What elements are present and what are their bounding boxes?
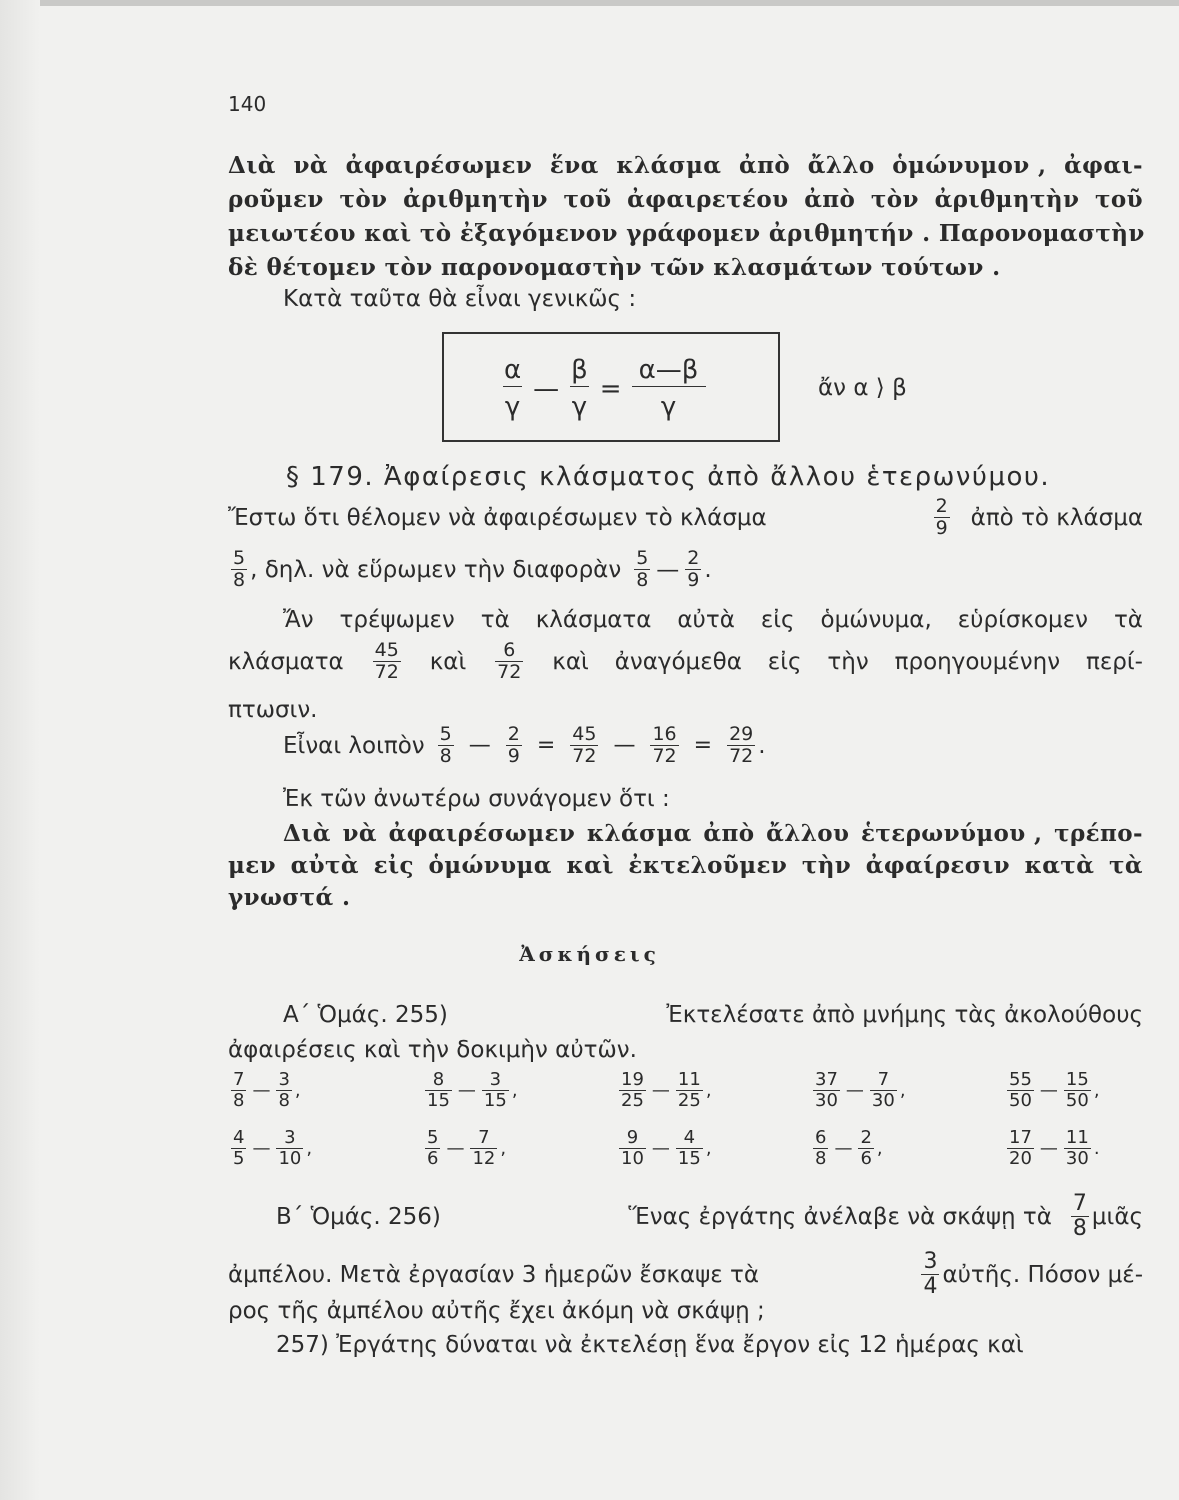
word: Διὰ [283, 820, 331, 847]
word: τοῦ [1095, 186, 1143, 213]
rule-a-line-4: δὲ θέτομεν τὸν παρονομαστὴν τῶν κλασμάτων τούτων . [228, 254, 1001, 281]
exercise: $\frac{5}{6}$ — $\frac{7}{12}$ , [427, 1127, 507, 1169]
word: ἀφαιρετέου [627, 186, 789, 213]
text: Ἕνας ἐργάτης ἀνέλαβε νὰ σκάψῃ τὰ [628, 1203, 1052, 1230]
word: ἀναγόμεθα [614, 648, 742, 675]
exercise: $\frac{17}{20}$ — $\frac{11}{30}$ . [1009, 1127, 1100, 1169]
section-title: § 179. Ἀφαίρεσις κλάσματος ἀπὸ ἄλλου ἑτερωνύμου. [286, 462, 1051, 492]
fraction: $\frac{2}{9}$ [687, 547, 700, 591]
page-number: 140 [228, 92, 267, 116]
rule-b-line-3: γνωστά . [228, 884, 351, 911]
word: ἄλλο [807, 152, 875, 179]
fraction: $\frac{45}{72}$ [572, 723, 597, 767]
text: ἀπὸ τὸ κλάσμα [970, 504, 1143, 531]
fraction: $\frac{29}{72}$ [729, 723, 754, 767]
word: τὰ [1108, 852, 1143, 879]
word: ἀπὸ [739, 152, 791, 179]
text: , δηλ. νὰ εὕρωμεν τὴν διαφορὰν [250, 556, 622, 583]
word: εἰς [760, 607, 795, 633]
word: ὁμώνυμα [428, 852, 552, 879]
word: ἀφαιρέσωμεν [345, 152, 533, 179]
word: τὸν [339, 186, 388, 213]
word: καὶ [552, 648, 589, 675]
exercise: $\frac{4}{5}$ — $\frac{3}{10}$ , [233, 1127, 313, 1169]
word: ὁμώνυμα, [820, 607, 932, 633]
word: αὐτὰ [290, 852, 360, 879]
word: Διὰ [228, 152, 276, 179]
exercise-row-2 [228, 1128, 1138, 1169]
text: Εἶναι λοιπὸν [283, 732, 425, 759]
word: κλάσμα [616, 152, 722, 179]
word: τὴν [827, 648, 869, 675]
exercise: $\frac{7}{8}$ — $\frac{3}{8}$ , [233, 1069, 301, 1111]
rule-a-line-2 [228, 186, 1143, 213]
word: καὶ [566, 852, 614, 879]
formula-fraction-2: $\frac{\beta}{\gamma}$ [571, 355, 588, 422]
exercise: $\frac{37}{30}$ — $\frac{7}{30}$ , [815, 1069, 906, 1111]
exercise: $\frac{55}{50}$ — $\frac{15}{50}$ , [1009, 1069, 1100, 1111]
group-b-label: Β΄ Ὁμάς. 256) [276, 1203, 441, 1230]
text: . [704, 556, 712, 583]
word: ἕνα [549, 152, 599, 179]
word: κατὰ [1024, 852, 1095, 879]
example-line-4 [228, 640, 1143, 683]
fraction: $\frac{5}{8}$ [439, 723, 452, 767]
word: ἐκτελοῦμεν [628, 852, 788, 879]
group-a-line-2: ἀφαιρέσεις καὶ τὴν δοκιμὴν αὐτῶν. [228, 1037, 637, 1063]
group-b-line-2 [228, 1250, 1143, 1299]
group-a-line-1 [283, 1002, 1143, 1028]
word: τὸν [870, 186, 919, 213]
text: ἀμπέλου. Μετὰ ἐργασίαν 3 ἡμερῶν ἔσκαψε τὰ [228, 1261, 760, 1288]
word: εἰς [373, 852, 414, 879]
fraction: $\frac{5}{8}$ [636, 547, 649, 591]
word: ὁμώνυμον , [892, 152, 1047, 179]
word: νὰ [342, 820, 377, 847]
word: ἀπὸ [804, 186, 856, 213]
fraction: $\frac{3}{4}$ [923, 1249, 938, 1299]
rule-b-line-2 [228, 852, 1143, 879]
formula [496, 354, 712, 423]
fraction: $\frac{16}{72}$ [652, 723, 677, 767]
equals-sign: = [599, 373, 622, 404]
problem-257: 257) Ἐργάτης δύναται νὰ ἐκτελέσῃ ἕνα ἔργον εἰς 12 ἡμέρας καὶ [276, 1332, 1024, 1358]
exercise: $\frac{8}{15}$ — $\frac{3}{15}$ , [427, 1069, 518, 1111]
word: αὐτὰ [677, 607, 735, 633]
operator: = [536, 733, 556, 758]
text: Ἐκτελέσατε ἀπὸ μνήμης τὰς ἀκολούθους [666, 1002, 1143, 1028]
fraction: $\frac{2}{9}$ [507, 723, 520, 767]
formula-fraction-1: $\frac{\alpha}{\gamma}$ [504, 355, 522, 422]
minus-sign: — [656, 556, 680, 583]
rule-a-line-1 [228, 152, 1143, 179]
formula-fraction-3: $\frac{\alpha—\beta}{\gamma}$ [632, 354, 706, 423]
example-line-7: Ἐκ τῶν ἀνωτέρω συνάγομεν ὅτι : [283, 786, 670, 812]
formula-box [442, 332, 780, 442]
word: προηγουμένην [894, 648, 1061, 675]
word: ἀριθμητὴν [934, 186, 1080, 213]
text: μιᾶς [1091, 1203, 1143, 1230]
group-b-line-3: ρος τῆς ἀμπέλου αὐτῆς ἔχει ἀκόμη νὰ σκάψῃ ; [228, 1298, 765, 1324]
scan-top-edge [0, 0, 1179, 6]
word: κλάσματα [535, 607, 652, 633]
word: ἀφαίρεσιν [865, 852, 1011, 879]
word: ἑτερωνύμου , [860, 820, 1043, 847]
fraction: $\frac{2}{9}$ [935, 495, 948, 539]
word: περί- [1085, 648, 1143, 675]
word: ἀφαιρέσωμεν [388, 820, 576, 847]
example-line-3 [283, 607, 1143, 633]
operator: — [468, 733, 491, 758]
general-text: Κατὰ ταῦτα θὰ εἶναι γενικῶς : [283, 286, 637, 312]
word: ἀπὸ [703, 820, 755, 847]
word: τὰ [1113, 607, 1143, 633]
word: κλάσμα [586, 820, 692, 847]
word: μεν [228, 852, 276, 879]
word: τοῦ [563, 186, 612, 213]
fraction: $\frac{6}{72}$ [497, 639, 522, 683]
word: τὰ [480, 607, 510, 633]
minus-sign: — [533, 373, 560, 404]
rule-a-line-3: μειωτέου καὶ τὸ ἐξαγόμενον γράφομεν ἀριθμητήν . Παρονομαστὴν [228, 220, 1145, 247]
exercise: $\frac{19}{25}$ — $\frac{11}{25}$ , [621, 1069, 712, 1111]
word: κλάσματα [228, 648, 344, 675]
word: τὴν [801, 852, 852, 879]
exercise-row-1 [228, 1070, 1138, 1111]
scan-left-edge [0, 0, 40, 1500]
fraction: $\frac{7}{8}$ [1072, 1191, 1087, 1241]
text: Ἔστω ὅτι θέλομεν νὰ ἀφαιρέσωμεν τὸ κλάσμα [228, 504, 767, 531]
word: ροῦμεν [228, 186, 324, 213]
word: τρέψωμεν [339, 607, 455, 633]
operator: = [693, 733, 713, 758]
fraction: $\frac{45}{72}$ [374, 639, 399, 683]
group-a-label: Α΄ Ὁμάς. 255) [283, 1002, 448, 1028]
word: Ἄν [283, 607, 314, 633]
text: αὐτῆς. Πόσον μέ- [942, 1261, 1143, 1288]
text: . [758, 732, 766, 759]
word: τρέπο- [1054, 820, 1143, 847]
example-line-6 [283, 724, 1179, 767]
word: νὰ [293, 152, 328, 179]
word: ἀφαι- [1064, 152, 1143, 179]
word: εὑρίσκομεν [957, 607, 1088, 633]
operator: — [613, 733, 636, 758]
example-line-5: πτωσιν. [228, 697, 318, 723]
word: καὶ [429, 648, 467, 675]
example-line-1 [228, 496, 1143, 539]
word: ἀριθμητὴν [403, 186, 548, 213]
word: ἄλλου [766, 820, 850, 847]
exercises-heading: Ἀσκήσεις [519, 942, 660, 966]
example-line-2 [228, 548, 1143, 591]
formula-condition: ἄν α ⟩ β [818, 375, 907, 401]
exercise: $\frac{9}{10}$ — $\frac{4}{15}$ , [621, 1127, 712, 1169]
exercise: $\frac{6}{8}$ — $\frac{2}{6}$ , [815, 1127, 883, 1169]
fraction: $\frac{5}{8}$ [233, 547, 246, 591]
rule-b-line-1 [283, 820, 1143, 847]
word: εἰς [767, 648, 802, 675]
group-b-line-1 [276, 1192, 1143, 1241]
